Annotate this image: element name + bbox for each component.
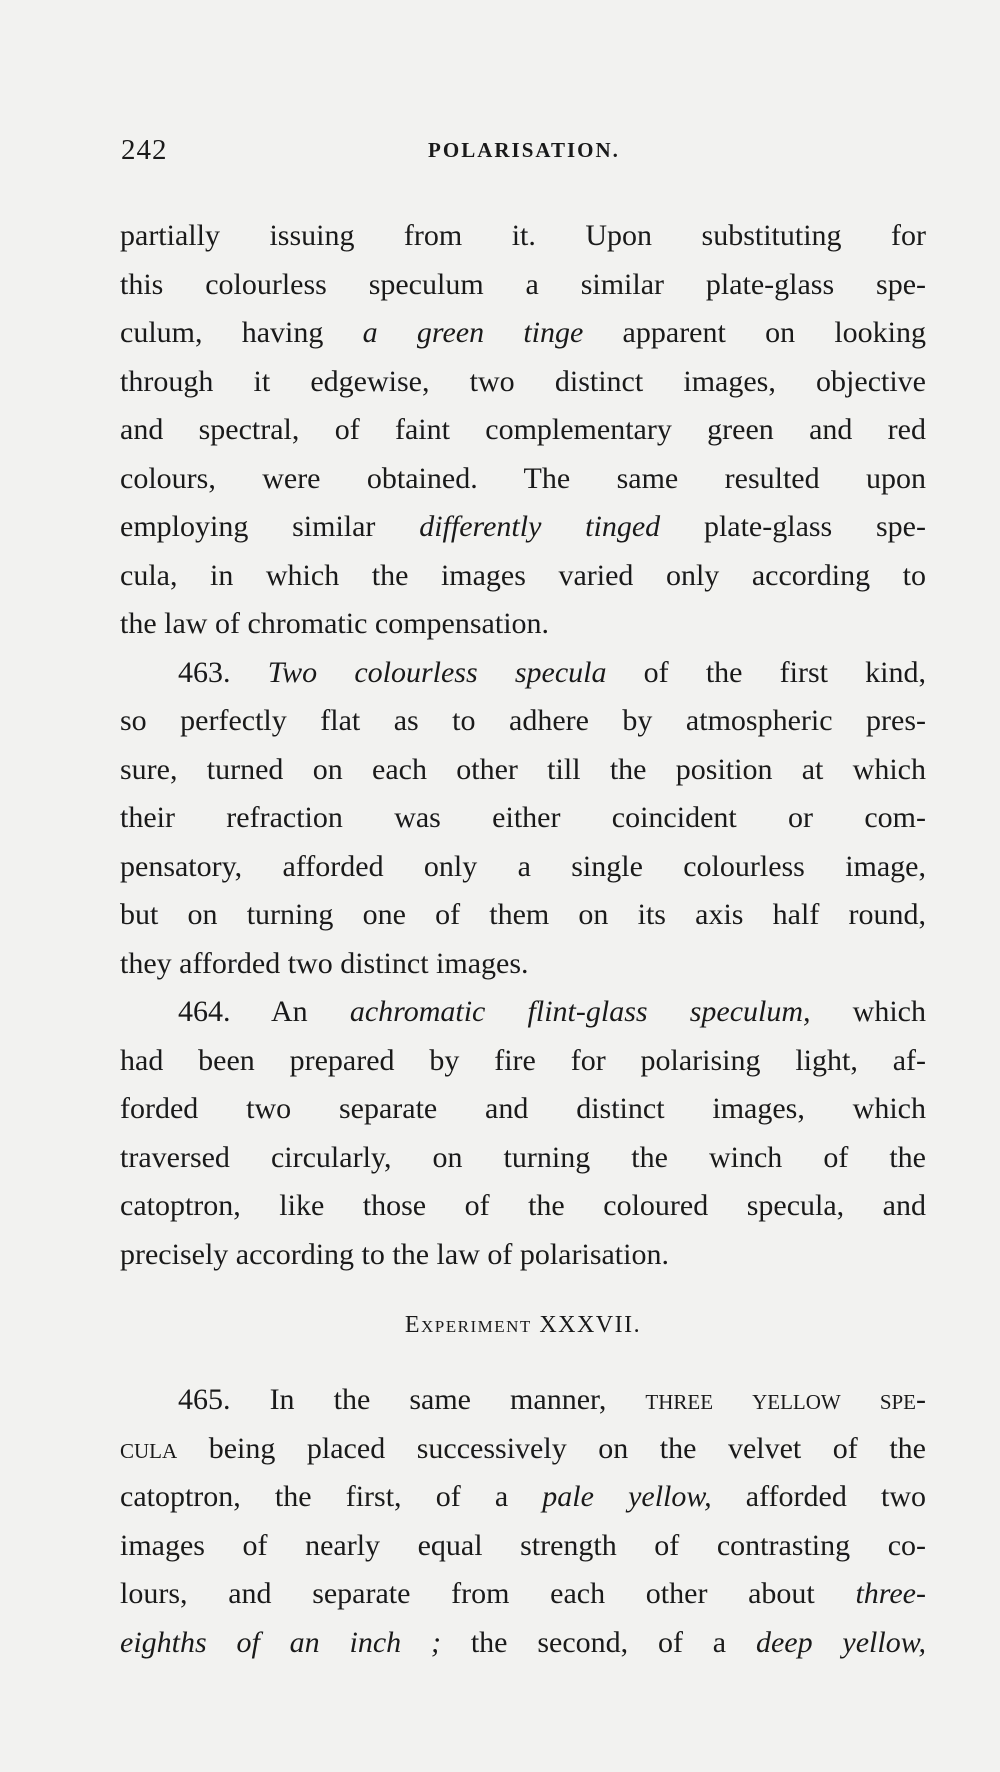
text-line <box>120 503 926 552</box>
text-span: so perfectly flat as to adhere by atmospheric pres- <box>120 704 926 737</box>
heading-numeral: XXXVII. <box>539 1312 642 1338</box>
text-span: of the first kind, <box>606 655 926 689</box>
text-span: had been prepared by fire for polarising light, af- <box>120 1043 926 1077</box>
text-line <box>120 1570 926 1619</box>
text-span: afforded two <box>711 1480 926 1513</box>
text-line <box>120 261 926 310</box>
paragraph-number: 463. <box>178 655 231 689</box>
text-line <box>120 406 926 455</box>
text-span: the second, of a <box>441 1625 756 1659</box>
text-span: apparent on looking <box>583 316 926 349</box>
text-line <box>120 212 926 261</box>
text-line <box>120 1037 926 1086</box>
text-span: their refraction was either coincident or com- <box>120 801 926 834</box>
text-span: the law of chromatic compensation. <box>120 607 550 640</box>
text-span: catoptron, like those of the coloured specula, and <box>120 1189 926 1222</box>
italic-span: three- <box>855 1577 926 1610</box>
text-line <box>120 1134 926 1183</box>
text-line <box>120 1231 926 1280</box>
text-span: culum, having <box>120 316 363 349</box>
running-head: POLARISATION. <box>428 138 620 162</box>
text-line <box>120 697 926 746</box>
text-span: being placed successively on the velvet of the <box>177 1431 926 1465</box>
text-line <box>120 1522 926 1571</box>
page-header <box>121 134 927 174</box>
text-span: precisely according to the law of polarisation. <box>120 1237 669 1271</box>
italic-span: deep yellow, <box>755 1625 927 1659</box>
text-span: catoptron, the first, of a <box>120 1480 543 1513</box>
paragraph-number: 464. <box>178 995 231 1028</box>
paragraph-465-first-line <box>120 1376 926 1425</box>
text-span: colours, were obtained. The same resulted upon <box>120 461 926 495</box>
page-number: 242 <box>121 134 168 166</box>
italic-span: eighths of an inch ; <box>120 1625 441 1659</box>
text-span: but on turning one of them on its axis half round, <box>120 898 926 931</box>
text-line <box>120 455 926 504</box>
text-span: In the same manner, <box>230 1383 646 1416</box>
text-span: traversed circularly, on turning the winch of the <box>120 1140 926 1174</box>
text-line <box>120 1473 926 1522</box>
text-line <box>120 552 926 601</box>
heading-word: Experiment <box>404 1312 532 1338</box>
italic-span: Two colourless specula <box>267 655 607 689</box>
text-span: lours, and separate from each other about <box>120 1577 856 1610</box>
experiment-heading <box>120 1312 926 1339</box>
body-text <box>120 212 926 1279</box>
text-span: sure, turned on each other till the position at which <box>120 752 926 786</box>
italic-span: pale yellow, <box>542 1480 712 1513</box>
text-line <box>120 1085 926 1134</box>
text-span: partially issuing from it. Upon substituting for <box>120 219 926 252</box>
italic-span: differently tinged <box>419 510 661 543</box>
text-line <box>120 309 926 358</box>
text-line <box>120 746 926 795</box>
text-span: An <box>230 995 350 1028</box>
text-span: plate-glass spe- <box>660 510 926 543</box>
text-span: and spectral, of faint complementary green and red <box>120 413 926 446</box>
text-span: cula, in which the images varied only according to <box>120 558 926 592</box>
text-span: through it edgewise, two distinct images, objective <box>120 364 926 398</box>
text-line <box>120 891 926 940</box>
text-line <box>120 794 926 843</box>
text-line <box>120 1182 926 1231</box>
italic-span: achromatic flint-glass speculum, <box>349 995 811 1028</box>
body-text-continued <box>120 1376 926 1667</box>
text-line <box>120 1425 926 1474</box>
text-span: images of nearly equal strength of contrasting co- <box>120 1528 926 1562</box>
text-span: they afforded two distinct images. <box>120 946 529 980</box>
paragraph-464-first-line <box>120 988 926 1037</box>
small-caps-span: cula <box>120 1431 178 1465</box>
paragraph-463-first-line <box>120 649 926 698</box>
text-span: pensatory, afforded only a single colourless image, <box>120 849 926 883</box>
paragraph-number: 465. <box>178 1383 231 1416</box>
text-span: which <box>810 995 926 1028</box>
text-line <box>120 843 926 892</box>
small-caps-span: three yellow spe- <box>645 1383 926 1416</box>
text-line <box>120 600 926 649</box>
text-line <box>120 1619 926 1668</box>
italic-span: a green tinge <box>362 316 584 349</box>
text-line <box>120 358 926 407</box>
text-span: forded two separate and distinct images, which <box>120 1092 926 1125</box>
text-span: employing similar <box>120 510 420 543</box>
text-span: this colourless speculum a similar plate-glass spe- <box>120 267 926 301</box>
text-line <box>120 940 926 989</box>
